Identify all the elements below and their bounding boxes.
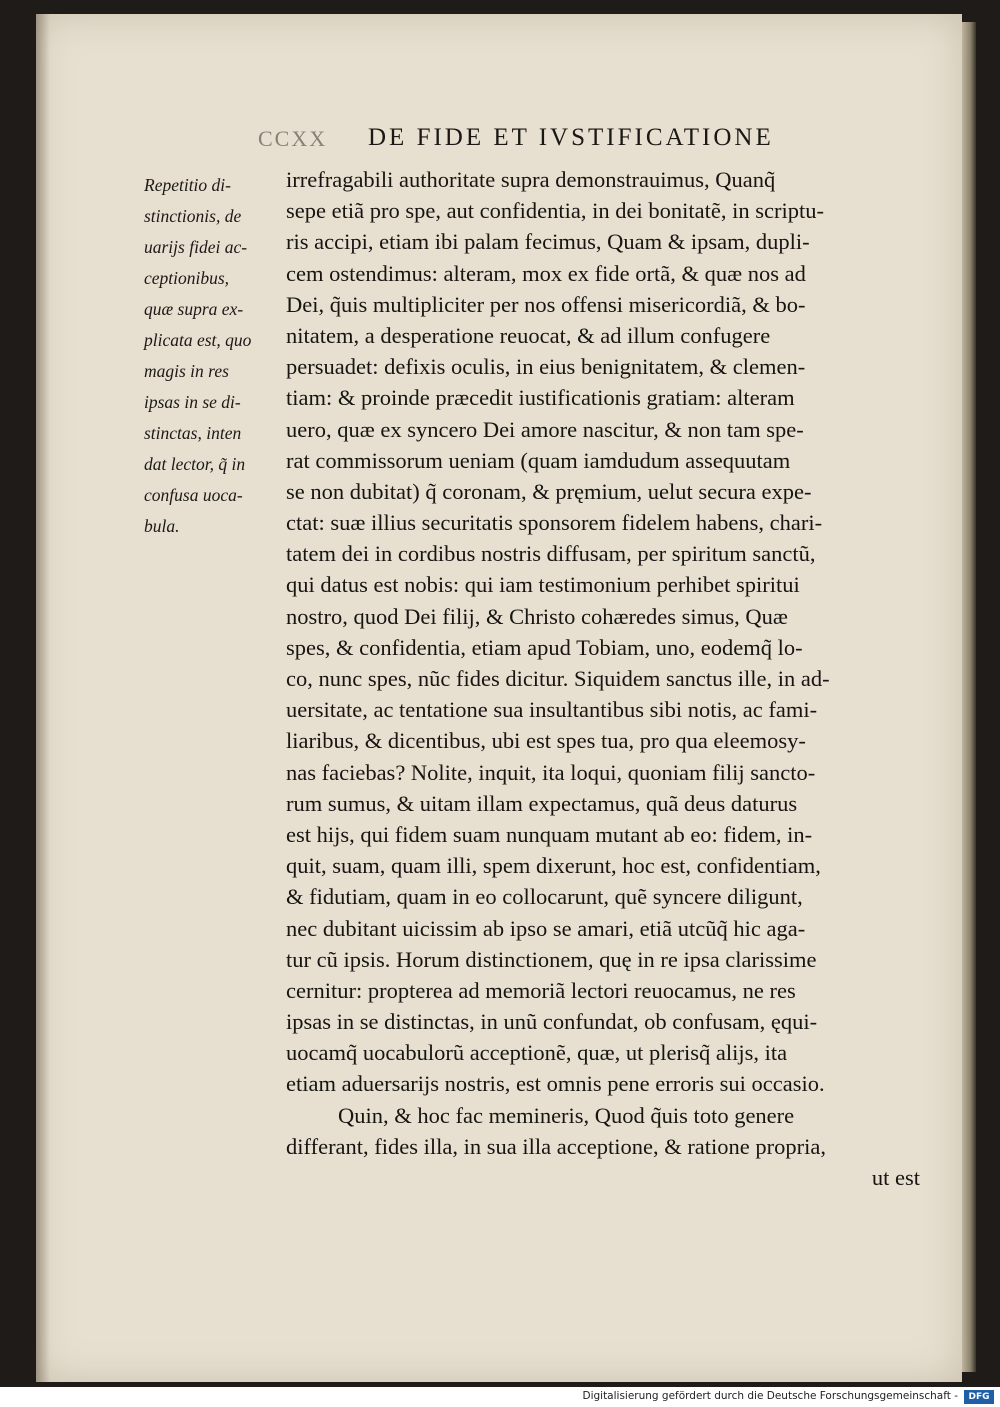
text-line: qui datus est nobis: qui iam testimonium perhibet spiritui: [286, 572, 800, 598]
marginal-line: stinctionis, de: [144, 206, 242, 226]
marginal-line: dat lector, q̃ in: [144, 454, 246, 474]
text-line-paragraph-start: Quin, & hoc fac memineris, Quod q̃uis toto genere: [338, 1102, 795, 1128]
footer-credit: Digitalisierung gefördert durch die Deutsche Forschungsgemeinschaft -: [582, 1390, 958, 1402]
marginal-line: bula.: [144, 516, 180, 536]
text-line: etiam aduersarijs nostris, est omnis pene erroris sui occasio.: [286, 1071, 825, 1097]
digitization-footer: [0, 1387, 1000, 1407]
running-head: DE FIDE ET IVSTIFICATIONE: [368, 124, 774, 151]
marginal-line: uarijs fidei ac-: [144, 237, 248, 257]
marginal-line: ipsas in se di-: [144, 392, 241, 412]
text-line: sepe etiã pro spe, aut confidentia, in dei bonitatẽ, in scriptu-: [286, 198, 824, 224]
text-line: nec dubitant uicissim ab ipso se amari, etiã utcũq̃ hic aga-: [286, 915, 806, 941]
text-line: quit, suam, quam illi, spem dixerunt, hoc est, confidentiam,: [286, 853, 821, 879]
text-line: rat commissorum ueniam (quam iamdudum assequutam: [286, 447, 791, 473]
marginal-line: stinctas, inten: [144, 423, 242, 443]
text-line: uocamq̃ uocabulorũ acceptionẽ, quæ, ut plerisq̃ alijs, ita: [286, 1040, 788, 1066]
text-line: Dei, q̃uis multipliciter per nos offensi misericordiã, & bo-: [286, 291, 806, 317]
text-line: & fidutiam, quam in eo collocarunt, quẽ syncere diligunt,: [286, 884, 803, 910]
text-line: nas faciebas? Nolite, inquit, ita loqui, quoniam filij sancto-: [286, 759, 816, 785]
gutter-shadow: [36, 14, 50, 1382]
marginal-line: ceptionibus,: [144, 268, 230, 288]
marginal-line: magis in res: [144, 361, 229, 381]
folio-number: CCXX: [258, 126, 328, 151]
text-line: differant, fides illa, in sua illa acceptione, & ratione propria,: [286, 1133, 827, 1159]
text-line: irrefragabili authoritate supra demonstrauimus, Quanq̃: [286, 167, 776, 192]
text-line: est hijs, qui fidem suam nunquam mutant ab eo: fidem, in-: [286, 821, 813, 847]
text-line: nitatem, a desperatione reuocat, & ad illum confugere: [286, 322, 771, 348]
text-line: tiam: & proinde præcedit iustificationis gratiam: alteram: [286, 385, 795, 411]
text-line: tatem dei in cordibus nostris diffusam, per spiritum sanctũ,: [286, 541, 816, 567]
text-line: ctat: suæ illius securitatis sponsorem fidelem habens, chari-: [286, 510, 823, 536]
dfg-logo: DFG: [964, 1390, 994, 1404]
text-line: ipsas in se distinctas, in unũ confundat, ob confusam, ęqui-: [286, 1009, 818, 1035]
marginal-line: quæ supra ex-: [144, 299, 244, 319]
page-edge: [962, 22, 976, 1372]
text-line: ris accipi, etiam ibi palam fecimus, Quam & ipsam, dupli-: [286, 229, 810, 255]
text-line: rum sumus, & uitam illam expectamus, quã deus daturus: [286, 790, 798, 816]
text-line: se non dubitat) q̃ coronam, & pręmium, uelut secura expe-: [286, 478, 812, 504]
text-line: cernitur: propterea ad memoriã lectori reuocamus, ne res: [286, 977, 796, 1003]
text-line: uersitate, ac tentatione sua insultantibus sibi notis, ac fami-: [286, 697, 818, 723]
marginal-line: plicata est, quo: [144, 330, 252, 350]
body-text: [286, 164, 946, 1193]
marginal-note: [144, 170, 294, 542]
text-line: cem ostendimus: alteram, mox ex fide ortã, & quæ nos ad: [286, 260, 806, 286]
text-line: uero, quæ ex syncero Dei amore nascitur, & non tam spe-: [286, 416, 804, 442]
text-line: liaribus, & dicentibus, ubi est spes tua, pro qua eleemosy-: [286, 728, 806, 754]
text-line: nostro, quod Dei filij, & Christo cohæredes simus, Quæ: [286, 603, 788, 629]
marginal-line: confusa uoca-: [144, 485, 243, 505]
marginal-line: Repetitio di-: [144, 175, 231, 195]
text-line: spes, & confidentia, etiam apud Tobiam, uno, eodemq̃ lo-: [286, 634, 803, 660]
catchword: ut est: [871, 1165, 920, 1190]
text-line: persuadet: defixis oculis, in eius benignitatem, & clemen-: [286, 354, 806, 380]
text-line: co, nunc spes, nũc fides dicitur. Siquidem sanctus ille, in ad-: [286, 666, 830, 691]
text-line: tur cũ ipsis. Horum distinctionem, quę in re ipsa clarissime: [286, 946, 817, 972]
